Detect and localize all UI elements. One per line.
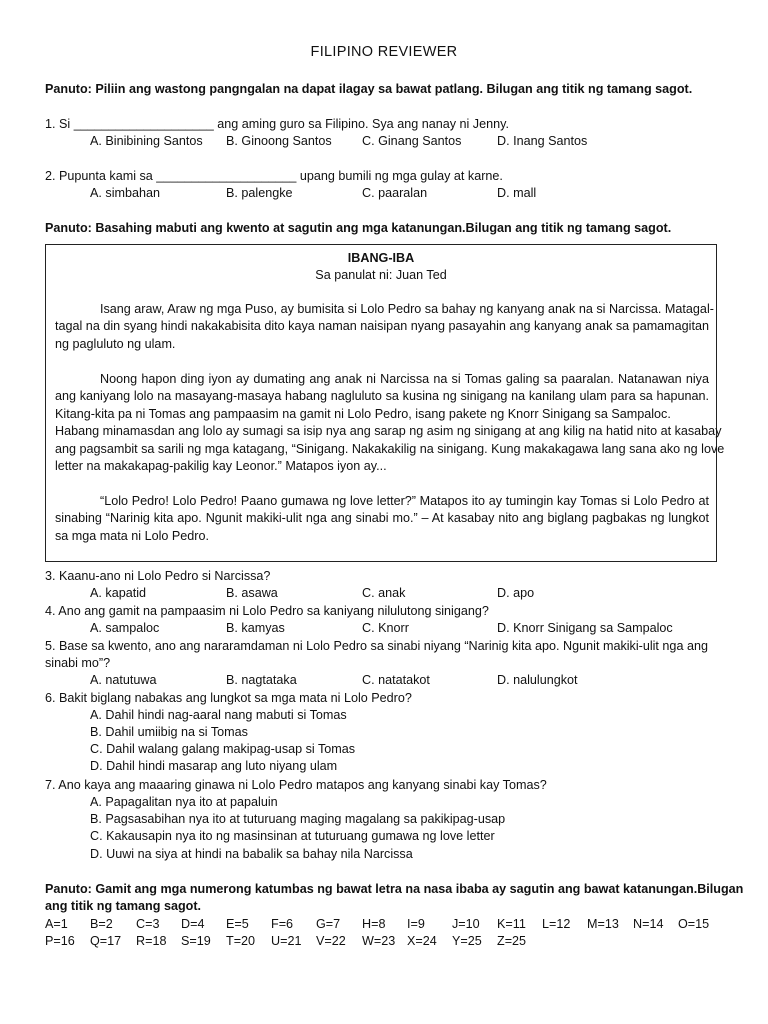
choice-d: D. Knorr Sinigang sa Sampaloc (497, 621, 673, 635)
letter-key: X=24 (407, 934, 437, 948)
choice-c: C. Ginang Santos (362, 134, 462, 148)
story-author: Sa panulat ni: Juan Ted (315, 268, 447, 282)
question-5: 5. Base sa kwento, ano ang nararamdaman ni Lolo Pedro sa sinabi niyang “Narinig kita apo. Ngunit makiki-ulit nga ang (45, 639, 708, 653)
choice-a: A. simbahan (90, 186, 161, 200)
question-1: 1. Si ____________________ ang aming guro sa Filipino. Sya ang nanay ni Jenny. (45, 117, 509, 131)
letter-key: Z=25 (497, 934, 527, 948)
story-line: Kitang-kita pa ni Tomas ang pampaasim na gamit ni Lolo Pedro, isang pakete ng Knorr Sinigang sa Sampaloc. (55, 406, 671, 421)
letter-key: W=23 (362, 934, 396, 948)
story-line: ng pagluluto ng ulam. (55, 336, 176, 351)
choice-c: C. Kakausapin nya ito ng masinsinan at tuturuang gumawa ng love letter (90, 829, 495, 843)
story-line: ang kaniyang lolo na masayang-masaya habang nagluluto sa kusina ng sinigang na kanilang ulam para sa hapunan. (55, 389, 709, 404)
letter-key: C=3 (136, 917, 160, 931)
question-2: 2. Pupunta kami sa ____________________ upang bumili ng mga gulay at karne. (45, 169, 503, 183)
story-box (45, 244, 725, 562)
story-line: letter na makakapag-pakilig kay Leonor.” Matapos iyon ay... (55, 459, 387, 474)
letter-key: J=10 (452, 917, 480, 931)
choice-d: D. nalulungkot (497, 673, 578, 687)
choice-d: D. Uuwi na siya at hindi na babalik sa bahay nila Narcissa (90, 847, 413, 861)
choice-c: C. Knorr (362, 621, 409, 635)
letter-key: A=1 (45, 917, 68, 931)
choice-c: C. anak (362, 586, 406, 600)
letter-key: Q=17 (90, 934, 122, 948)
letter-key: U=21 (271, 934, 302, 948)
choice-a: A. Dahil hindi nag-aaral nang mabuti si Tomas (90, 708, 347, 722)
choice-c: C. paaralan (362, 186, 428, 200)
story-paragraph-2 (55, 371, 725, 475)
letter-key: O=15 (678, 917, 710, 931)
story-line: ang pagsambit sa sarili ng mga katagang, “Sinigang. Nakakakilig na sinigang. Kung makakagawa lang sana ako ng love (55, 441, 725, 456)
letter-key: D=4 (181, 917, 205, 931)
question-6: 6. Bakit biglang nabakas ang lungkot sa mga mata ni Lolo Pedro? (45, 691, 412, 705)
letter-key: M=13 (587, 917, 619, 931)
story-paragraph-3 (55, 493, 709, 545)
choice-b: B. Dahil umiibig na si Tomas (90, 725, 248, 739)
letter-key: Y=25 (452, 934, 482, 948)
letter-key: T=20 (226, 934, 256, 948)
letter-key: V=22 (316, 934, 346, 948)
story-title: IBANG-IBA (347, 251, 415, 265)
letter-key: L=12 (542, 917, 571, 931)
story-line: sa mga mata ni Lolo Pedro. (55, 528, 210, 543)
choice-c: C. Dahil walang galang makipag-usap si Tomas (90, 742, 356, 756)
question-3: 3. Kaanu-ano ni Lolo Pedro si Narcissa? (45, 569, 271, 583)
story-line: Noong hapon ding iyon ay dumating ang anak ni Narcissa na si Tomas galing sa paaralan. Natanawan niya (100, 372, 709, 386)
question-7: 7. Ano kaya ang maaaring ginawa ni Lolo Pedro matapos ang kanyang sinabi kay Tomas? (45, 778, 547, 792)
letter-key: N=14 (633, 917, 664, 931)
letter-key: B=2 (90, 917, 113, 931)
letter-key: G=7 (316, 917, 341, 931)
question-4: 4. Ano ang gamit na pampaasim ni Lolo Pedro sa kaniyang nilulutong sinigang? (45, 604, 489, 618)
instruction-three-cont: ang titik ng tamang sagot. (45, 899, 202, 913)
choice-b: B. Pagsasabihan nya ito at tuturuang maging magalang sa pakikipag-usap (90, 812, 506, 826)
letter-key: I=9 (407, 917, 425, 931)
choice-d: D. mall (497, 186, 537, 200)
instruction-three: Panuto: Gamit ang mga numerong katumbas ng bawat letra na nasa ibaba ay sagutin ang bawat katanungan.Bilugan (45, 882, 744, 896)
instruction-two: Panuto: Basahing mabuti ang kwento at sagutin ang mga katanungan.Bilugan ang titik ng tamang sagot. (45, 221, 672, 235)
choice-b: B. asawa (226, 586, 278, 600)
letter-key: S=19 (181, 934, 211, 948)
choice-b: B. kamyas (226, 621, 285, 635)
choice-a: A. Binibining Santos (90, 134, 203, 148)
letter-key: H=8 (362, 917, 386, 931)
choice-d: D. Inang Santos (497, 134, 588, 148)
letter-key: P=16 (45, 934, 75, 948)
story-line: tagal na din syang hindi nakakabisita dito kaya naman naisipan nyang pasayahin ang kanyang anak sa pamamagitan (55, 319, 709, 334)
choice-a: A. natutuwa (90, 673, 157, 687)
story-line: sinabing “Narinig kita apo. Ngunit makiki-ulit nga ang sinabi mo.” – At kasabay nito ang biglang pagbakas ng lungkot (55, 511, 709, 526)
letter-key: E=5 (226, 917, 249, 931)
page-title: FILIPINO REVIEWER (310, 44, 458, 60)
story-line: Isang araw, Araw ng mga Puso, ay bumisita si Lolo Pedro sa bahay ng kanyang anak na si Narcissa. Matagal- (100, 302, 714, 316)
choice-a: A. Papagalitan nya ito at papaluin (90, 795, 278, 809)
letter-key: F=6 (271, 917, 294, 931)
story-line: Habang minamasdan ang lolo ay sumagi sa isip nya ang sarap ng asim ng sinigang at ang kilig na hatid nito at kasabay (55, 424, 722, 439)
letter-key: R=18 (136, 934, 167, 948)
letter-key: K=11 (497, 917, 526, 931)
choice-b: B. palengke (226, 186, 293, 200)
choice-a: A. kapatid (90, 586, 147, 600)
choice-d: D. Dahil hindi masarap ang luto niyang ulam (90, 759, 338, 773)
choice-c: C. natatakot (362, 673, 430, 687)
choice-d: D. apo (497, 586, 535, 600)
choice-a: A. sampaloc (90, 621, 160, 635)
choice-b: B. Ginoong Santos (226, 134, 332, 148)
instruction-one: Panuto: Piliin ang wastong pangngalan na dapat ilagay sa bawat patlang. Bilugan ang titik ng tamang sagot. (45, 82, 693, 96)
story-line: “Lolo Pedro! Lolo Pedro! Paano gumawa ng love letter?” Matapos ito ay tumingin kay Tomas si Lolo Pedro at (100, 494, 709, 508)
story-paragraph-1 (55, 301, 714, 353)
choice-b: B. nagtataka (226, 673, 297, 687)
question-5-cont: sinabi mo”? (45, 656, 111, 670)
